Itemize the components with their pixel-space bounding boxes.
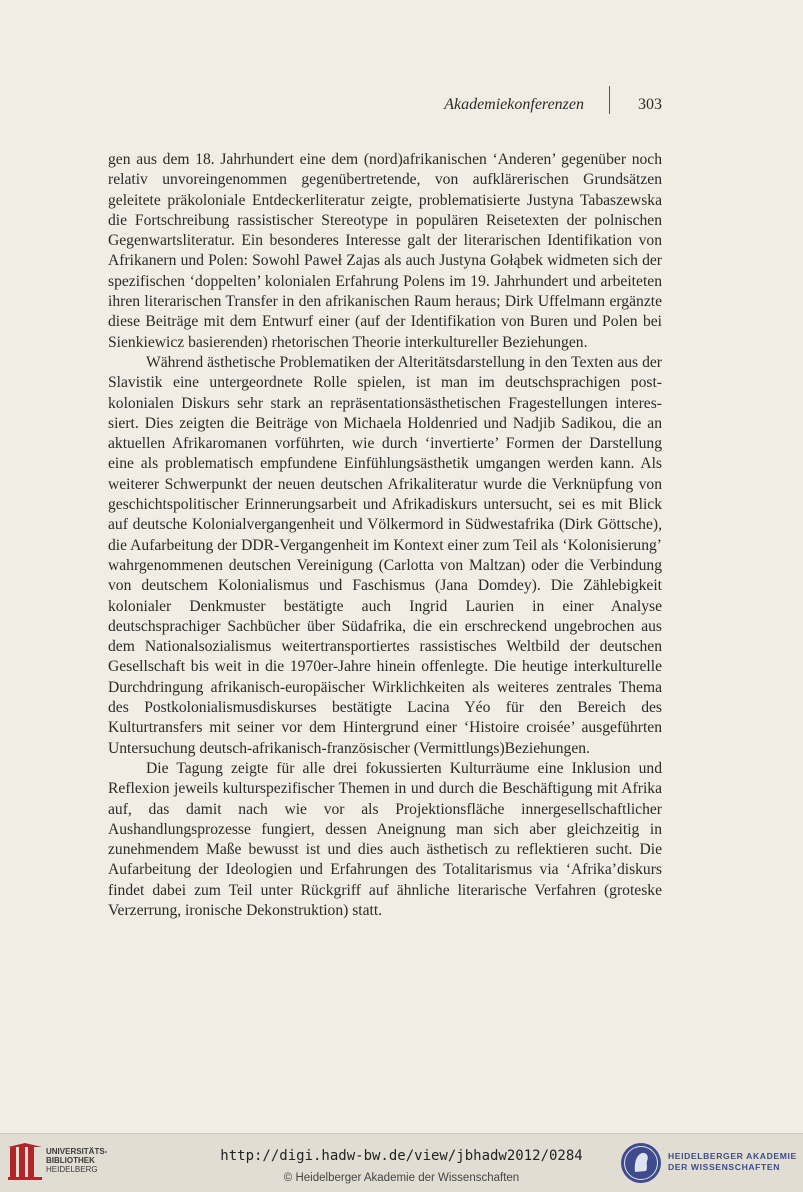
- header-divider: [609, 86, 610, 114]
- paragraph-3: Die Tagung zeigte für alle drei fokussierten Kulturräume eine Inklusion und Reflexion jeweils kulturspezifischer Themen in und durch die Beschäftigung mit Afrika auf, das damit nach wie vor als Projektionsfläche innergesellschaftlicher Aushandlungsprozesse fungiert, dessen Aneignung man sich aber gleichzeitig in zunehmendem Maße bewusst ist und dies auch ästhetisch zu reflektieren sucht. Die Aufarbeitung der Ideologien und Erfahrungen des Totalitarismus via ‘Afrika’diskurs findet dabei zum Teil unter Rückgriff auf ähnliche literarische Verfahren (groteske Verzerrung, ironische Dekonstruktion) statt.: [108, 759, 662, 919]
- running-header: [108, 92, 662, 118]
- academy-seal-icon[interactable]: [620, 1142, 662, 1184]
- academy-name-line-1: HEIDELBERGER AKADEMIE: [668, 1151, 797, 1161]
- paragraph-2: Während ästhetische Problematiken der Alteritätsdarstellung in den Texten aus der Slavistik eine untergeordnete Rolle spielen, ist man im deutschsprachigen postkolonialen Diskurs sehr stark an repräsentationsästhetischen Fragestellungen interessiert. Dies zeigten die Beiträge von Michaela Holdenried und Nadjib Sadikou, die an aktuellen Afrikaromanen vorführten, wie durch ‘invertierte’ Formen der Darstellung eine als problematisch empfundene Einfühlungsästhetik umgangen werden kann. Als weiterer Schwerpunkt der neuen deutschen Afrikaliteratur wurde die Verknüpfung von geschichtspolitischer Erinnerungsarbeit und Afrikadiskurs untersucht, sei es mit Blick auf deutsche Kolonialvergangenheit und Völkermord in Südwestafrika (Dirk Göttsche), die Aufarbeitung der DDR-Vergangenheit im Kontext einer zum Teil als ‘Kolonisierung’ wahrgenommenen deutschen Vereinigung (Carlotta von Maltzan) oder die Verbindung von deutschem Kolonialismus und Faschismus (Jana Domdey). Die Zählebigkeit kolonialer Denkmuster bestätigte auch Ingrid Laurien in einer Analyse deutschsprachiger Sachbücher über Südafrika, die ein erschreckend ungebrochen aus dem Nationalsozialismus weitertransportiertes rassistisches Weltbild der deutschen Gesellschaft bis weit in die 1970er-Jahre hinein offenlegte. Die heutige interkulturelle Durchdringung afrikanisch-europäischer Wirklichkeiten als weiteres zentrales Thema des Postkolonialismusdiskurses bestätigte Lacina Yéo für den Bereich des Kulturtransfers mit seiner vor dem Hintergrund einer ‘Histoire croisée’ ausgeführten Untersuchung deutsch-afrikanisch-französischer (Vermittlungs)Beziehungen.: [108, 353, 662, 757]
- body-text: [108, 150, 662, 921]
- running-title: Akademiekonferenzen: [444, 96, 584, 113]
- library-name-line-2: BIBLIOTHEK: [46, 1156, 95, 1165]
- copyright-notice: © Heidelberger Akademie der Wissenschaften: [283, 1172, 520, 1184]
- academy-name-line-2: DER WISSENSCHAFTEN: [668, 1162, 781, 1172]
- library-name-line-1: UNIVERSITÄTS-: [46, 1147, 108, 1156]
- paragraph-1: gen aus dem 18. Jahrhundert eine dem (nord)afrikanischen ‘Anderen’ gegenüber noch relativ unvoreingenommen gegenübertretende, von aufklärerischen Grundsätzen geleitete präkoloniale Entdeckerliteratur zeigte, problematisierte Justyna Tabaszewska die Fortschreibung rassistischer Stereotype in populären Reisetexten der polnischen Gegenwartsliteratur. Ein besonderes Interesse galt der literarischen Identifikation von Afrikanern und Polen: Sowohl Paweł Zajas als auch Justyna Gołąbek widmeten sich der spezifischen ‘doppelten’ kolonialen Erfahrung Polens im 19. Jahrhundert und arbeiteten ihren literarischen Transfer in den afrikanischen Raum heraus; Dirk Uffelmann ergänzte diese Beiträge mit dem Entwurf einer (auf der Identifikation von Buren und Polen bei Sienkiewicz basierenden) rhetorischen Theorie interkultureller Beziehungen.: [108, 151, 662, 351]
- viewer-footer: [0, 1133, 803, 1192]
- academy-name: [668, 1151, 797, 1173]
- library-name-line-3: HEIDELBERG: [46, 1165, 98, 1174]
- permalink-url[interactable]: http://digi.hadw-bw.de/view/jbhadw2012/0284: [220, 1148, 583, 1164]
- page-number: 303: [638, 96, 662, 113]
